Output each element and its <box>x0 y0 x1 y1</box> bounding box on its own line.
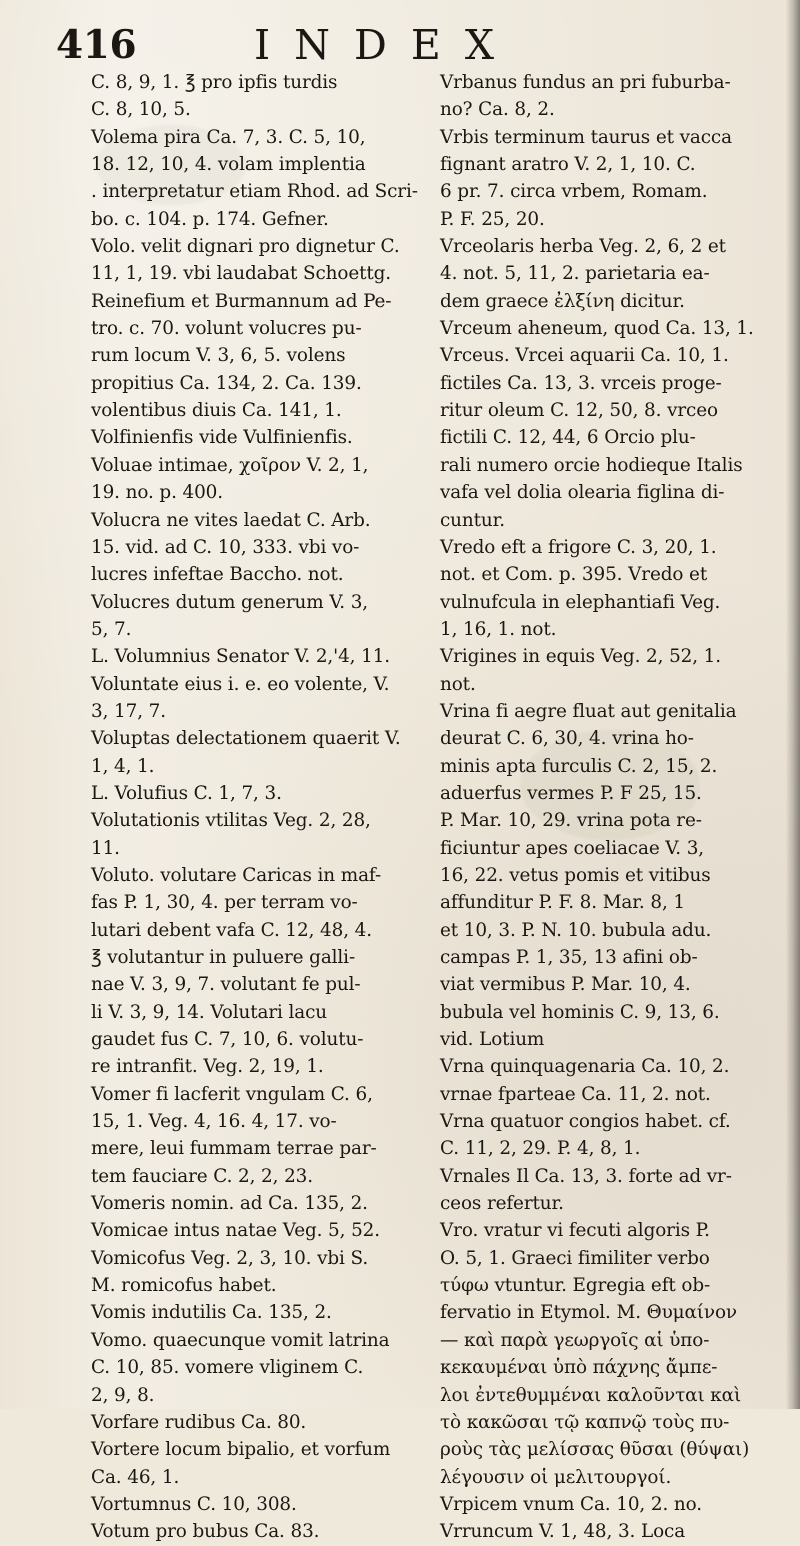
index-line: Vrigines in equis Veg. 2, 52, 1. <box>440 646 721 668</box>
index-line: 11, 1, 19. vbi laudabat Schoettg. <box>91 263 392 285</box>
index-line: volentibus diuis Ca. 141, 1. <box>91 400 342 422</box>
index-line: vulnufcula in elephantiafi Veg. <box>440 591 721 613</box>
index-line: Vredo eft a frigore C. 3, 20, 1. <box>440 536 717 558</box>
index-line: ceos refertur. <box>440 1193 564 1215</box>
index-line: Vomicae intus natae Veg. 5, 52. <box>91 1220 380 1242</box>
index-line: Ca. 46, 1. <box>91 1466 180 1488</box>
index-line: Volutationis vtilitas Veg. 2, 28, <box>91 810 371 832</box>
index-line: Votum pro bubus Ca. 83. <box>91 1521 320 1543</box>
index-line: Vomer fi lacferit vngulam C. 6, <box>91 1083 373 1105</box>
index-line: propitius Ca. 134, 2. Ca. 139. <box>91 372 362 394</box>
running-head: INDEX <box>253 21 519 69</box>
index-line: lucres infeftae Baccho. not. <box>91 564 344 586</box>
index-line: 11. <box>91 837 120 859</box>
index-line: Vomo. quaecunque vomit latrina <box>91 1329 390 1351</box>
index-line: Vortere locum bipalio, et vorfum <box>91 1439 391 1461</box>
index-line: not. et Com. p. 395. Vredo et <box>440 564 708 586</box>
index-line: fervatio in Etymol. M. Θυμαίνον <box>440 1302 737 1324</box>
index-line: Vrnales Il Ca. 13, 3. forte ad vr- <box>440 1165 732 1187</box>
index-line: vrnae fparteae Ca. 11, 2. not. <box>440 1083 711 1105</box>
index-line: campas P. 1, 35, 13 afini ob- <box>440 947 698 968</box>
page-edge-shadow <box>786 0 800 1409</box>
index-line: fignant aratro V. 2, 1, 10. C. <box>440 154 696 176</box>
index-line: Vortumnus C. 10, 308. <box>91 1493 297 1515</box>
index-line: Vrceum aheneum, quod Ca. 13, 1. <box>440 318 754 340</box>
index-line: tem fauciare C. 2, 2, 23. <box>91 1165 313 1187</box>
index-line: 16, 22. vetus pomis et vitibus <box>440 864 711 886</box>
index-line: Vrbis terminum taurus et vacca <box>440 126 732 148</box>
index-line: 3, 17, 7. <box>91 700 166 722</box>
index-line: affunditur P. F. 8. Mar. 8, 1 <box>440 892 685 914</box>
index-line: P. F. 25, 20. <box>440 208 545 230</box>
index-line: Reinefium et Burmannum ad Pe- <box>91 290 392 312</box>
index-line: C. 8, 9, 1. ℥ pro ipfis turdis <box>91 72 338 93</box>
index-line: Vomeris nomin. ad Ca. 135, 2. <box>91 1193 368 1215</box>
index-line: λοι ἐντεθυμμέναι καλοῦνται καὶ <box>440 1384 742 1406</box>
index-line: 15, 1. Veg. 4, 16. 4, 17. vo- <box>91 1111 337 1133</box>
index-line: L. Volufius C. 1, 7, 3. <box>91 782 282 804</box>
index-line: bo. c. 104. p. 174. Gefner. <box>91 208 329 230</box>
index-line: Vrruncum V. 1, 48, 3. Loca <box>440 1521 686 1543</box>
index-line: lutari debent vafa C. 12, 48, 4. <box>91 919 372 941</box>
index-line: Volfinienfis vide Vulfinienfis. <box>91 427 353 449</box>
index-line: 6 pr. 7. circa vrbem, Romam. <box>440 181 708 203</box>
index-line: λέγουσιν οἱ μελιτουργοί. <box>440 1466 672 1488</box>
index-line: 5, 7. <box>91 618 132 640</box>
index-line: 4. not. 5, 11, 2. parietaria ea- <box>440 263 710 285</box>
index-line: L. Volumnius Senator V. 2,'4, 11. <box>91 646 391 668</box>
index-column-right <box>440 69 770 1546</box>
index-line: 1, 4, 1. <box>91 755 155 777</box>
index-line: vafa vel dolia olearia figlina di- <box>440 482 725 504</box>
index-line: rali numero orcie hodieque Italis <box>440 454 743 476</box>
index-line: Vrna quinquagenaria Ca. 10, 2. <box>440 1056 730 1078</box>
index-line: 15. vid. ad C. 10, 333. vbi vo- <box>91 536 360 558</box>
index-line: 19. no. p. 400. <box>91 482 223 504</box>
index-line: no? Ca. 8, 2. <box>440 99 555 121</box>
index-line: aduerfus vermes P. F 25, 15. <box>440 782 702 804</box>
index-line: O. 5, 1. Graeci fimiliter verbo <box>440 1247 710 1269</box>
index-line: κεκαυμέναι ὑπὸ πάχνης ἄμπε- <box>440 1357 718 1379</box>
index-line: ροὺς τὰς μελίσσας θῦσαι (θύψαι) <box>440 1439 750 1461</box>
index-line: 1, 16, 1. not. <box>440 618 557 640</box>
index-line: C. 11, 2, 29. P. 4, 8, 1. <box>440 1138 641 1160</box>
index-line: Vomis indutilis Ca. 135, 2. <box>91 1302 332 1324</box>
index-line: not. <box>440 673 476 695</box>
page-number: 416 <box>56 22 137 68</box>
index-line: cuntur. <box>440 509 505 531</box>
index-line: P. Mar. 10, 29. vrina pota re- <box>440 810 702 832</box>
index-line: Vrceolaris herba Veg. 2, 6, 2 et <box>440 236 726 258</box>
index-line: Volema pira Ca. 7, 3. C. 5, 10, <box>91 126 366 148</box>
index-line: re intranfit. Veg. 2, 19, 1. <box>91 1056 324 1078</box>
index-line: viat vermibus P. Mar. 10, 4. <box>440 974 691 996</box>
index-line: deurat C. 6, 30, 4. vrina ho- <box>440 728 694 750</box>
index-line: Vorfare rudibus Ca. 80. <box>91 1411 307 1433</box>
index-line: Voluae intimae, χοῖρον V. 2, 1, <box>91 454 369 476</box>
index-line: — καὶ παρὰ γεωργοῖς αἱ ὑπο- <box>440 1329 710 1351</box>
index-line: 18. 12, 10, 4. volam implentia <box>91 154 366 176</box>
index-line: li V. 3, 9, 14. Volutari lacu <box>91 1001 328 1023</box>
index-line: τύφω vtuntur. Egregia eft ob- <box>440 1275 711 1297</box>
index-line: fictili C. 12, 44, 6 Orcio plu- <box>440 427 696 449</box>
index-line: nae V. 3, 9, 7. volutant fe pul- <box>91 974 361 996</box>
index-line: M. romicofus habet. <box>91 1275 277 1297</box>
index-line: tro. c. 70. volunt volucres pu- <box>91 318 362 340</box>
index-line: Voluntate eius i. e. eo volente, V. <box>91 673 390 695</box>
index-line: Vomicofus Veg. 2, 3, 10. vbi S. <box>91 1247 369 1269</box>
index-line: vid. Lotium <box>440 1029 545 1051</box>
index-line: Vrina fi aegre fluat aut genitalia <box>440 700 737 722</box>
index-line: fictiles Ca. 13, 3. vrceis proge- <box>440 372 722 394</box>
index-line: Vrbanus fundus an pri fuburba- <box>440 72 731 93</box>
index-line: Vrna quatuor congios habet. cf. <box>440 1111 731 1133</box>
index-line: Vrceus. Vrcei aquarii Ca. 10, 1. <box>440 345 729 367</box>
index-line: Volucra ne vites laedat C. Arb. <box>91 509 371 531</box>
index-line: Voluptas delectationem quaerit V. <box>91 728 401 750</box>
index-line: C. 8, 10, 5. <box>91 99 191 121</box>
index-line: et 10, 3. P. N. 10. bubula adu. <box>440 919 712 941</box>
index-line: 2, 9, 8. <box>91 1384 155 1406</box>
index-line: fas P. 1, 30, 4. per terram vo- <box>91 892 358 914</box>
index-line: mere, leui fummam terrae par- <box>91 1138 377 1160</box>
index-line: Volucres dutum generum V. 3, <box>91 591 369 613</box>
index-line: ficiuntur apes coeliacae V. 3, <box>440 837 705 859</box>
index-line: τὸ κακῶσαι τῷ καπνῷ τοὺς πυ- <box>440 1411 730 1433</box>
index-column-left <box>91 69 436 1546</box>
index-line: minis apta furculis C. 2, 15, 2. <box>440 755 718 777</box>
index-line: Vro. vratur vi fecuti algoris P. <box>440 1220 710 1242</box>
index-line: ritur oleum C. 12, 50, 8. vrceo <box>440 400 718 422</box>
index-line: Vrpicem vnum Ca. 10, 2. no. <box>440 1493 702 1515</box>
index-line: bubula vel hominis C. 9, 13, 6. <box>440 1001 720 1023</box>
index-line: Volo. velit dignari pro dignetur C. <box>91 236 400 258</box>
index-line: ℥ volutantur in puluere galli- <box>91 947 356 968</box>
index-line: gaudet fus C. 7, 10, 6. volutu- <box>91 1029 364 1051</box>
index-line: . interpretatur etiam Rhod. ad Scri- <box>91 181 418 203</box>
index-line: C. 10, 85. vomere vliginem C. <box>91 1357 364 1379</box>
index-line: dem graece ἐλξίνη dicitur. <box>440 290 685 312</box>
index-line: rum locum V. 3, 6, 5. volens <box>91 345 346 367</box>
index-line: Voluto. volutare Caricas in maf- <box>91 864 382 886</box>
page-header <box>56 22 756 76</box>
